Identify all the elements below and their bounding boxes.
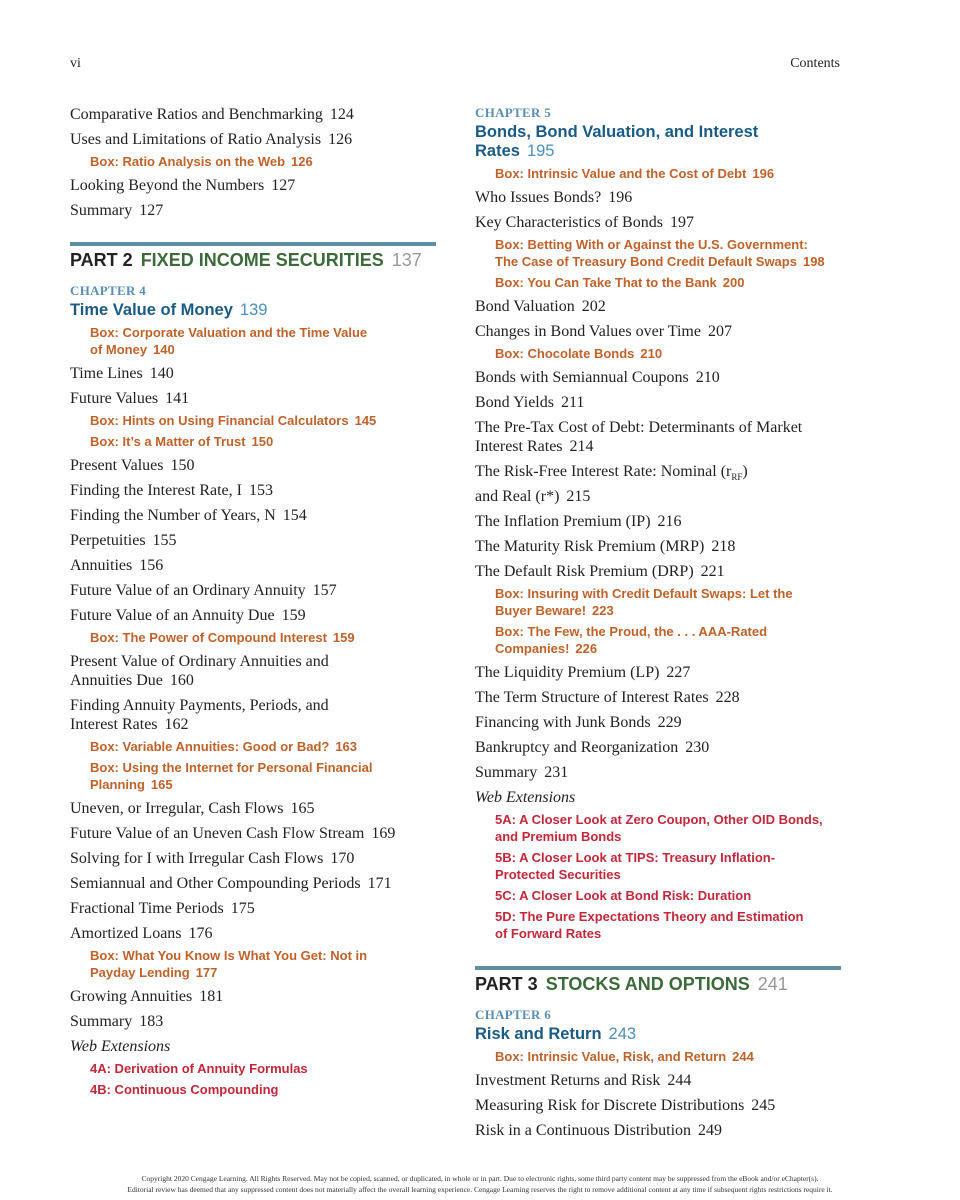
toc-entry[interactable]: Who Issues Bonds? 196: [475, 189, 633, 206]
toc-box-entry[interactable]: Box: It’s a Matter of Trust 150: [90, 434, 274, 449]
chapter-label: CHAPTER 4: [70, 283, 147, 298]
toc-box-entry[interactable]: Box: The Power of Compound Interest 159: [90, 630, 355, 645]
toc-entry[interactable]: Future Value of an Ordinary Annuity 157: [70, 582, 337, 599]
toc-entry[interactable]: Bond Valuation 202: [475, 298, 606, 315]
chapter-title[interactable]: Bonds, Bond Valuation, and Interest Rates 195: [475, 123, 759, 160]
toc-box-entry[interactable]: Box: Intrinsic Value, Risk, and Return 244: [495, 1049, 754, 1065]
toc-entry[interactable]: Finding Annuity Payments, Periods, and Interest Rates 162: [70, 697, 329, 733]
toc-entry[interactable]: Uneven, or Irregular, Cash Flows 165: [70, 800, 315, 817]
toc-entry[interactable]: Time Lines 140: [70, 365, 174, 382]
web-extension-entry[interactable]: 5C: A Closer Look at Bond Risk: Duration: [495, 888, 752, 904]
toc-entry[interactable]: Comparative Ratios and Benchmarking 124: [70, 106, 354, 123]
toc-entry[interactable]: Finding the Interest Rate, I 153: [70, 482, 273, 499]
copyright-footer: [0, 1173, 960, 1195]
toc-entry[interactable]: The Term Structure of Interest Rates 228: [475, 689, 740, 707]
toc-entry[interactable]: Summary 127: [70, 202, 164, 219]
toc-entry[interactable]: Future Values 141: [70, 390, 190, 407]
running-header: Contents: [790, 56, 840, 71]
web-extension-entry[interactable]: 5B: A Closer Look at TIPS: Treasury Inflation- Protected Securities: [495, 850, 776, 883]
chapter-label: CHAPTER 6: [475, 1007, 552, 1023]
toc-entry[interactable]: The Risk-Free Interest Rate: Nominal $(r_{RF})$ and Real (r*) 215: [475, 463, 748, 506]
web-extension-entry[interactable]: 5D: The Pure Expectations Theory and Estimation of Forward Rates: [495, 909, 804, 942]
toc-entry[interactable]: Uses and Limitations of Ratio Analysis 126: [70, 131, 353, 148]
toc-entry[interactable]: Financing with Junk Bonds 229: [475, 714, 682, 732]
toc-box-entry[interactable]: Box: Insuring with Credit Default Swaps: Let the Buyer Beware! 223: [495, 586, 793, 619]
copyright-line: Editorial review has deemed that any suppressed content does not materially affect the overall learning experience. Cengage Learning reserves the right to remove additional content at any time if subsequent rights restrictions require it.: [127, 1185, 833, 1194]
chapter-title[interactable]: Risk and Return 243: [475, 1025, 637, 1044]
toc-box-entry[interactable]: Box: Chocolate Bonds 210: [495, 346, 663, 361]
toc-entry[interactable]: Fractional Time Periods 175: [70, 900, 255, 917]
toc-entry[interactable]: Summary 183: [70, 1013, 164, 1030]
web-extension-entry[interactable]: 4A: Derivation of Annuity Formulas: [90, 1061, 308, 1076]
toc-box-entry[interactable]: Box: Hints on Using Financial Calculators 145: [90, 413, 377, 428]
toc-box-entry[interactable]: Box: What You Know Is What You Get: Not in Payday Lending 177: [90, 948, 368, 980]
page-number: vi: [70, 56, 81, 71]
toc-entry[interactable]: Risk in a Continuous Distribution 249: [475, 1122, 723, 1140]
toc-box-entry[interactable]: Box: Using the Internet for Personal Financial Planning 165: [90, 760, 373, 792]
toc-entry[interactable]: The Inflation Premium (IP) 216: [475, 513, 682, 531]
chapter-title[interactable]: Time Value of Money 139: [70, 301, 268, 319]
toc-box-entry[interactable]: Box: Ratio Analysis on the Web 126: [90, 154, 313, 169]
toc-box-entry[interactable]: Box: Corporate Valuation and the Time Value of Money 140: [90, 325, 368, 357]
toc-box-entry[interactable]: Box: Betting With or Against the U.S. Government: The Case of Treasury Bond Credit Default Swaps 198: [495, 237, 825, 269]
toc-entry[interactable]: Bond Yields 211: [475, 394, 585, 411]
toc-entry[interactable]: Amortized Loans 176: [70, 925, 213, 942]
toc-entry[interactable]: Summary 231: [475, 764, 569, 782]
toc-entry[interactable]: Bankruptcy and Reorganization 230: [475, 739, 710, 757]
toc-entry[interactable]: Present Values 150: [70, 457, 195, 474]
toc-entry[interactable]: Future Value of an Uneven Cash Flow Stream 169: [70, 825, 396, 842]
toc-entry[interactable]: Bonds with Semiannual Coupons 210: [475, 369, 720, 386]
web-extensions-label: Web Extensions: [70, 1038, 171, 1055]
toc-entry[interactable]: Key Characteristics of Bonds 197: [475, 214, 694, 231]
right-column: [475, 105, 841, 1140]
part-heading[interactable]: PART 2 FIXED INCOME SECURITIES 137: [70, 242, 436, 271]
toc-entry[interactable]: Investment Returns and Risk 244: [475, 1072, 692, 1090]
toc-box-entry[interactable]: Box: Intrinsic Value and the Cost of Debt 196: [495, 166, 775, 181]
toc-entry[interactable]: The Maturity Risk Premium (MRP) 218: [475, 538, 736, 556]
web-extension-entry[interactable]: 4B: Continuous Compounding: [90, 1082, 279, 1097]
toc-box-entry[interactable]: Box: Variable Annuities: Good or Bad? 163: [90, 739, 358, 754]
toc-box-entry[interactable]: Box: The Few, the Proud, the . . . AAA-Rated Companies! 226: [495, 624, 768, 657]
toc-entry[interactable]: The Pre-Tax Cost of Debt: Determinants of Market Interest Rates 214: [475, 419, 803, 455]
toc-entry[interactable]: Finding the Number of Years, N 154: [70, 507, 307, 524]
toc-entry[interactable]: Annuities 156: [70, 557, 164, 574]
toc-entry[interactable]: Growing Annuities 181: [70, 988, 224, 1005]
toc-entry[interactable]: Perpetuities 155: [70, 532, 177, 549]
toc-entry[interactable]: Present Value of Ordinary Annuities and Annuities Due 160: [70, 653, 329, 689]
toc-entry[interactable]: Changes in Bond Values over Time 207: [475, 323, 732, 340]
toc-entry[interactable]: The Default Risk Premium (DRP) 221: [475, 563, 725, 581]
toc-entry[interactable]: Solving for I with Irregular Cash Flows 170: [70, 850, 355, 867]
toc-entry[interactable]: Measuring Risk for Discrete Distributions 245: [475, 1097, 776, 1115]
toc-entry[interactable]: Semiannual and Other Compounding Periods 171: [70, 875, 392, 892]
toc-entry[interactable]: The Liquidity Premium (LP) 227: [475, 664, 691, 682]
chapter-label: CHAPTER 5: [475, 105, 552, 120]
toc-entry[interactable]: Looking Beyond the Numbers 127: [70, 177, 296, 194]
web-extensions-label: Web Extensions: [475, 789, 576, 807]
copyright-line: Copyright 2020 Cengage Learning. All Rights Reserved. May not be copied, scanned, or duplicated, in whole or in part. Due to electronic rights, some third party content may be suppressed from the eBook and/or eChapter(s).: [141, 1174, 819, 1183]
toc-box-entry[interactable]: Box: You Can Take That to the Bank 200: [495, 275, 745, 290]
web-extension-entry[interactable]: 5A: A Closer Look at Zero Coupon, Other OID Bonds, and Premium Bonds: [495, 812, 823, 845]
left-column: [70, 105, 436, 1098]
toc-entry[interactable]: Future Value of an Annuity Due 159: [70, 607, 306, 624]
part-heading[interactable]: PART 3 STOCKS AND OPTIONS 241: [475, 966, 841, 995]
